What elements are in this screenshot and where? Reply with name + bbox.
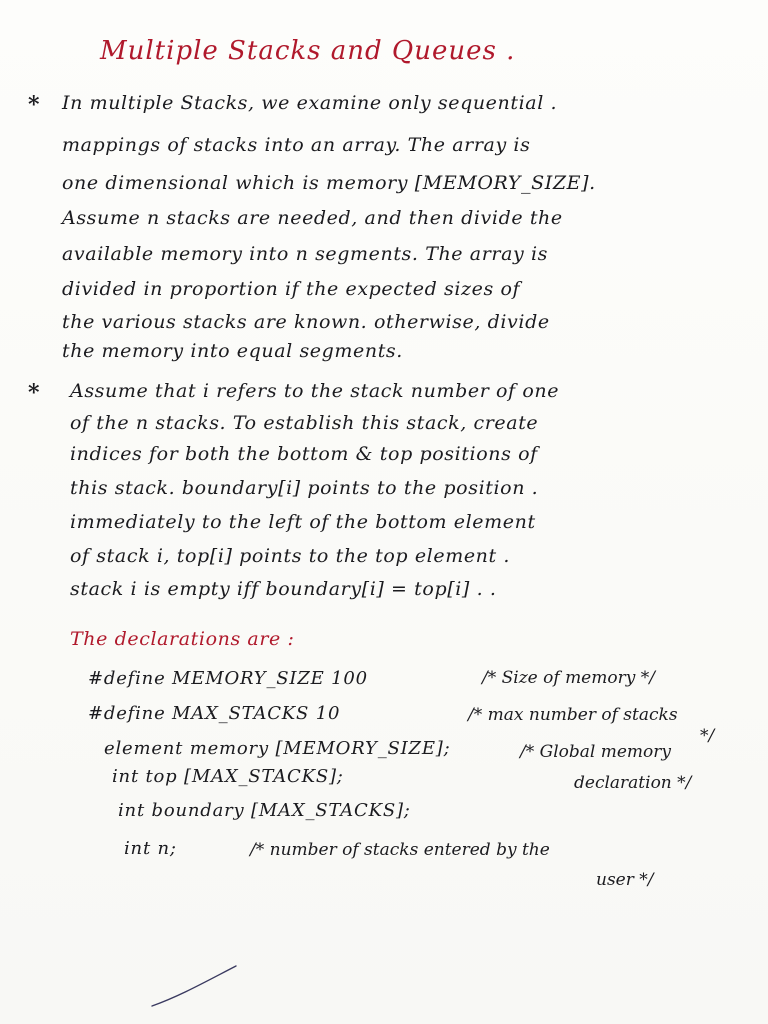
bullet-star-1: * (28, 92, 40, 118)
comment-global-memory: /* Global memory (520, 742, 672, 762)
comment-size-of-memory: /* Size of memory */ (482, 668, 655, 688)
para1-line-3: one dimensional which is memory [MEMORY_SIZE]. (62, 172, 596, 194)
comment-declaration-end: declaration */ (574, 773, 692, 793)
para2-line-4: this stack. boundary[i] points to the position . (70, 477, 539, 499)
page-title: Multiple Stacks and Queues . (100, 36, 516, 66)
code-line-element-memory: element memory [MEMORY_SIZE]; (104, 738, 451, 759)
para1-line-6: divided in proportion if the expected sizes of (62, 278, 521, 300)
pen-stroke-mark (150, 960, 240, 1010)
para1-line-8: the memory into equal segments. (62, 340, 403, 362)
para2-line-7: stack i is empty iff boundary[i] = top[i] . . (70, 578, 497, 600)
code-line-define-max-stacks: #define MAX_STACKS 10 (88, 703, 341, 724)
para1-line-5: available memory into n segments. The array is (62, 243, 549, 265)
para2-line-1: Assume that i refers to the stack number of one (70, 380, 560, 402)
para1-line-4: Assume n stacks are needed, and then divide the (62, 207, 563, 229)
comment-max-number-end: */ (700, 726, 715, 746)
para2-line-2: of the n stacks. To establish this stack, create (70, 412, 539, 434)
para2-line-5: immediately to the left of the bottom element (70, 511, 536, 533)
code-line-define-memory-size: #define MEMORY_SIZE 100 (88, 668, 368, 689)
code-line-int-top: int top [MAX_STACKS]; (112, 766, 344, 787)
comment-max-number-of-stacks: /* max number of stacks (468, 705, 678, 725)
para1-line-2: mappings of stacks into an array. The array is (62, 134, 531, 156)
code-line-int-boundary: int boundary [MAX_STACKS]; (118, 800, 411, 821)
para2-line-6: of stack i, top[i] points to the top element . (70, 545, 511, 567)
comment-user-end: user */ (596, 870, 654, 890)
comment-number-of-stacks-entered: /* number of stacks entered by the (250, 840, 550, 860)
para1-line-7: the various stacks are known. otherwise, divide (62, 311, 550, 333)
declarations-heading: The declarations are : (70, 628, 295, 650)
bullet-star-2: * (28, 380, 40, 406)
code-line-int-n: int n; (124, 838, 177, 859)
para2-line-3: indices for both the bottom & top positions of (70, 443, 538, 465)
para1-line-1: In multiple Stacks, we examine only sequential . (62, 92, 558, 114)
